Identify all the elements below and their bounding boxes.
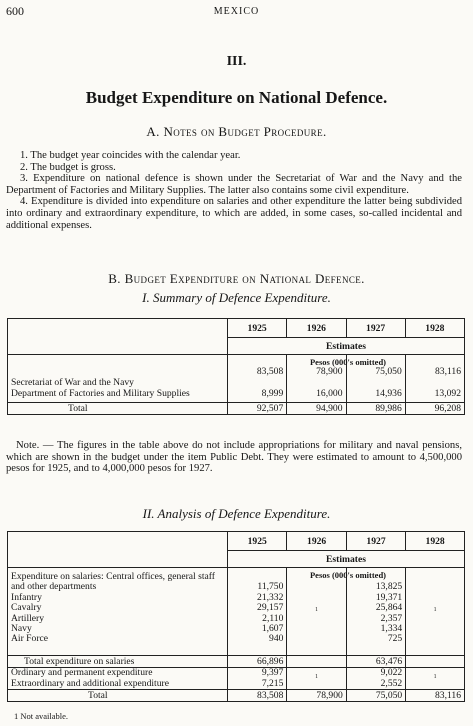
cell-value: 14,936 [375,388,402,399]
cell-value: 1,334 [380,623,403,635]
cell-value: 2,552 [380,677,403,689]
total-value: 78,900 [287,690,346,702]
year-header: 1926 [287,532,346,551]
table-row-total [8,690,465,702]
salaries-total-label: Total expenditure on salaries [8,656,228,668]
page-number: 600 [6,4,24,18]
cell-value: 19,371 [375,591,403,603]
footnote-mark: 1 [315,606,319,613]
year-header: 1927 [346,319,405,338]
total-label: Total [8,690,228,702]
total-value: 96,208 [405,403,464,415]
row-label: Cavalry [11,602,42,614]
cell-value: 7,215 [261,677,284,689]
section-b-heading: B. Budget Expenditure on National Defence. [108,271,365,286]
total-value: 83,508 [228,690,287,702]
total-label: Total [8,403,228,415]
footnote-mark: 1 [433,606,437,613]
table-row-labels [8,355,228,403]
cell-value: 13,825 [375,581,403,593]
total-value: 94,900 [287,403,346,415]
cell-value: 25,864 [375,602,403,614]
cell-value: 83,508 [256,366,284,377]
year-header: 1928 [405,319,464,338]
year-header: 1927 [346,532,405,551]
year-header: 1926 [287,319,346,338]
year-header: 1925 [228,319,287,338]
table-row-total [8,403,465,415]
total-value: 92,507 [228,403,287,415]
row-label: Extraordinary and additional expenditure [11,677,169,689]
running-head: MEXICO [213,6,260,17]
unit-label: Pesos (000's omitted) [309,357,386,367]
cell-value: 11,750 [257,581,284,593]
footnote-mark: 1 [433,673,437,680]
row-label: Ordinary and permanent expenditure [11,667,153,679]
cell-value: 725 [387,633,403,645]
year-header: 1925 [228,532,287,551]
cell-value: 9,397 [261,667,284,679]
analysis-title: II. Analysis of Defence Expenditure. [142,506,331,521]
year-header: 1928 [406,532,465,551]
page-title: Budget Expenditure on National Defence. [85,88,388,107]
row-label: Secretariat of War and the Navy [11,377,134,388]
unit-label: Pesos (000's omitted) [309,570,386,580]
total-value: 83,116 [406,690,465,702]
estimates-header: Estimates [228,338,465,355]
cell-value: 66,896 [228,656,287,668]
note-4: 4. Expenditure is divided into expenditure on salaries and other expenditure the latter being subdivided into ordinary and extraordinary expenditure, to which are added, in some cases, so-called incidental and additional expenses. [6,196,462,231]
note-2: 2. The budget is gross. [20,161,116,173]
cell-value: 16,000 [316,388,343,399]
cell-value: 2,357 [380,612,403,624]
cell-value: 9,022 [380,667,403,679]
cell-value: 1,607 [261,623,284,635]
row-label: Artillery [11,612,45,624]
salary-labels [8,568,228,656]
procedure-notes [6,150,462,231]
row-label: Air Force [11,633,49,645]
note-3: 3. Expenditure on national defence is shown under the Secretariat of War and the Navy and the Department of Factories and Military Supplies. The latter also contains some civil expenditure. [6,173,462,196]
summary-title: I. Summary of Defence Expenditure. [142,290,331,305]
row-label: Navy [11,623,32,635]
cell-value: 13,092 [434,388,461,399]
cell-value: 29,157 [257,602,284,614]
note-1: 1. The budget year coincides with the calendar year. [20,150,241,161]
cell-value: 21,332 [257,591,284,603]
cell-value: 83,116 [434,366,461,377]
cell-value: 63,476 [346,656,405,668]
row-label: Infantry [11,591,42,603]
total-value: 89,986 [346,403,405,415]
cell-value: 940 [269,633,284,645]
section-a-heading: A. Notes on Budget Procedure. [146,124,327,139]
cell-value: 8,999 [261,388,284,399]
total-value: 75,050 [346,690,405,702]
cell-value: 2,110 [262,612,284,624]
footnote: 1 Not available. [14,711,69,721]
cell-value: 75,050 [375,366,402,377]
salaries-label: Expenditure on salaries: Central offices, general staff and other departments [11,571,215,593]
table-note: Note. — The figures in the table above do not include appropriations for military and naval pensions, which are shown in the budget under the item Public Debt. They were estimated to amount to 4,500,000 pesos for 1925, and to 4,000,000 pesos for 1927. [6,440,462,475]
footnote-mark: 1 [315,673,319,680]
estimates-header: Estimates [228,551,465,568]
analysis-table [7,531,465,702]
section-number: III. [226,54,247,69]
row-label: Department of Factories and Military Supplies [11,388,190,399]
cell-value: 78,900 [316,366,343,377]
